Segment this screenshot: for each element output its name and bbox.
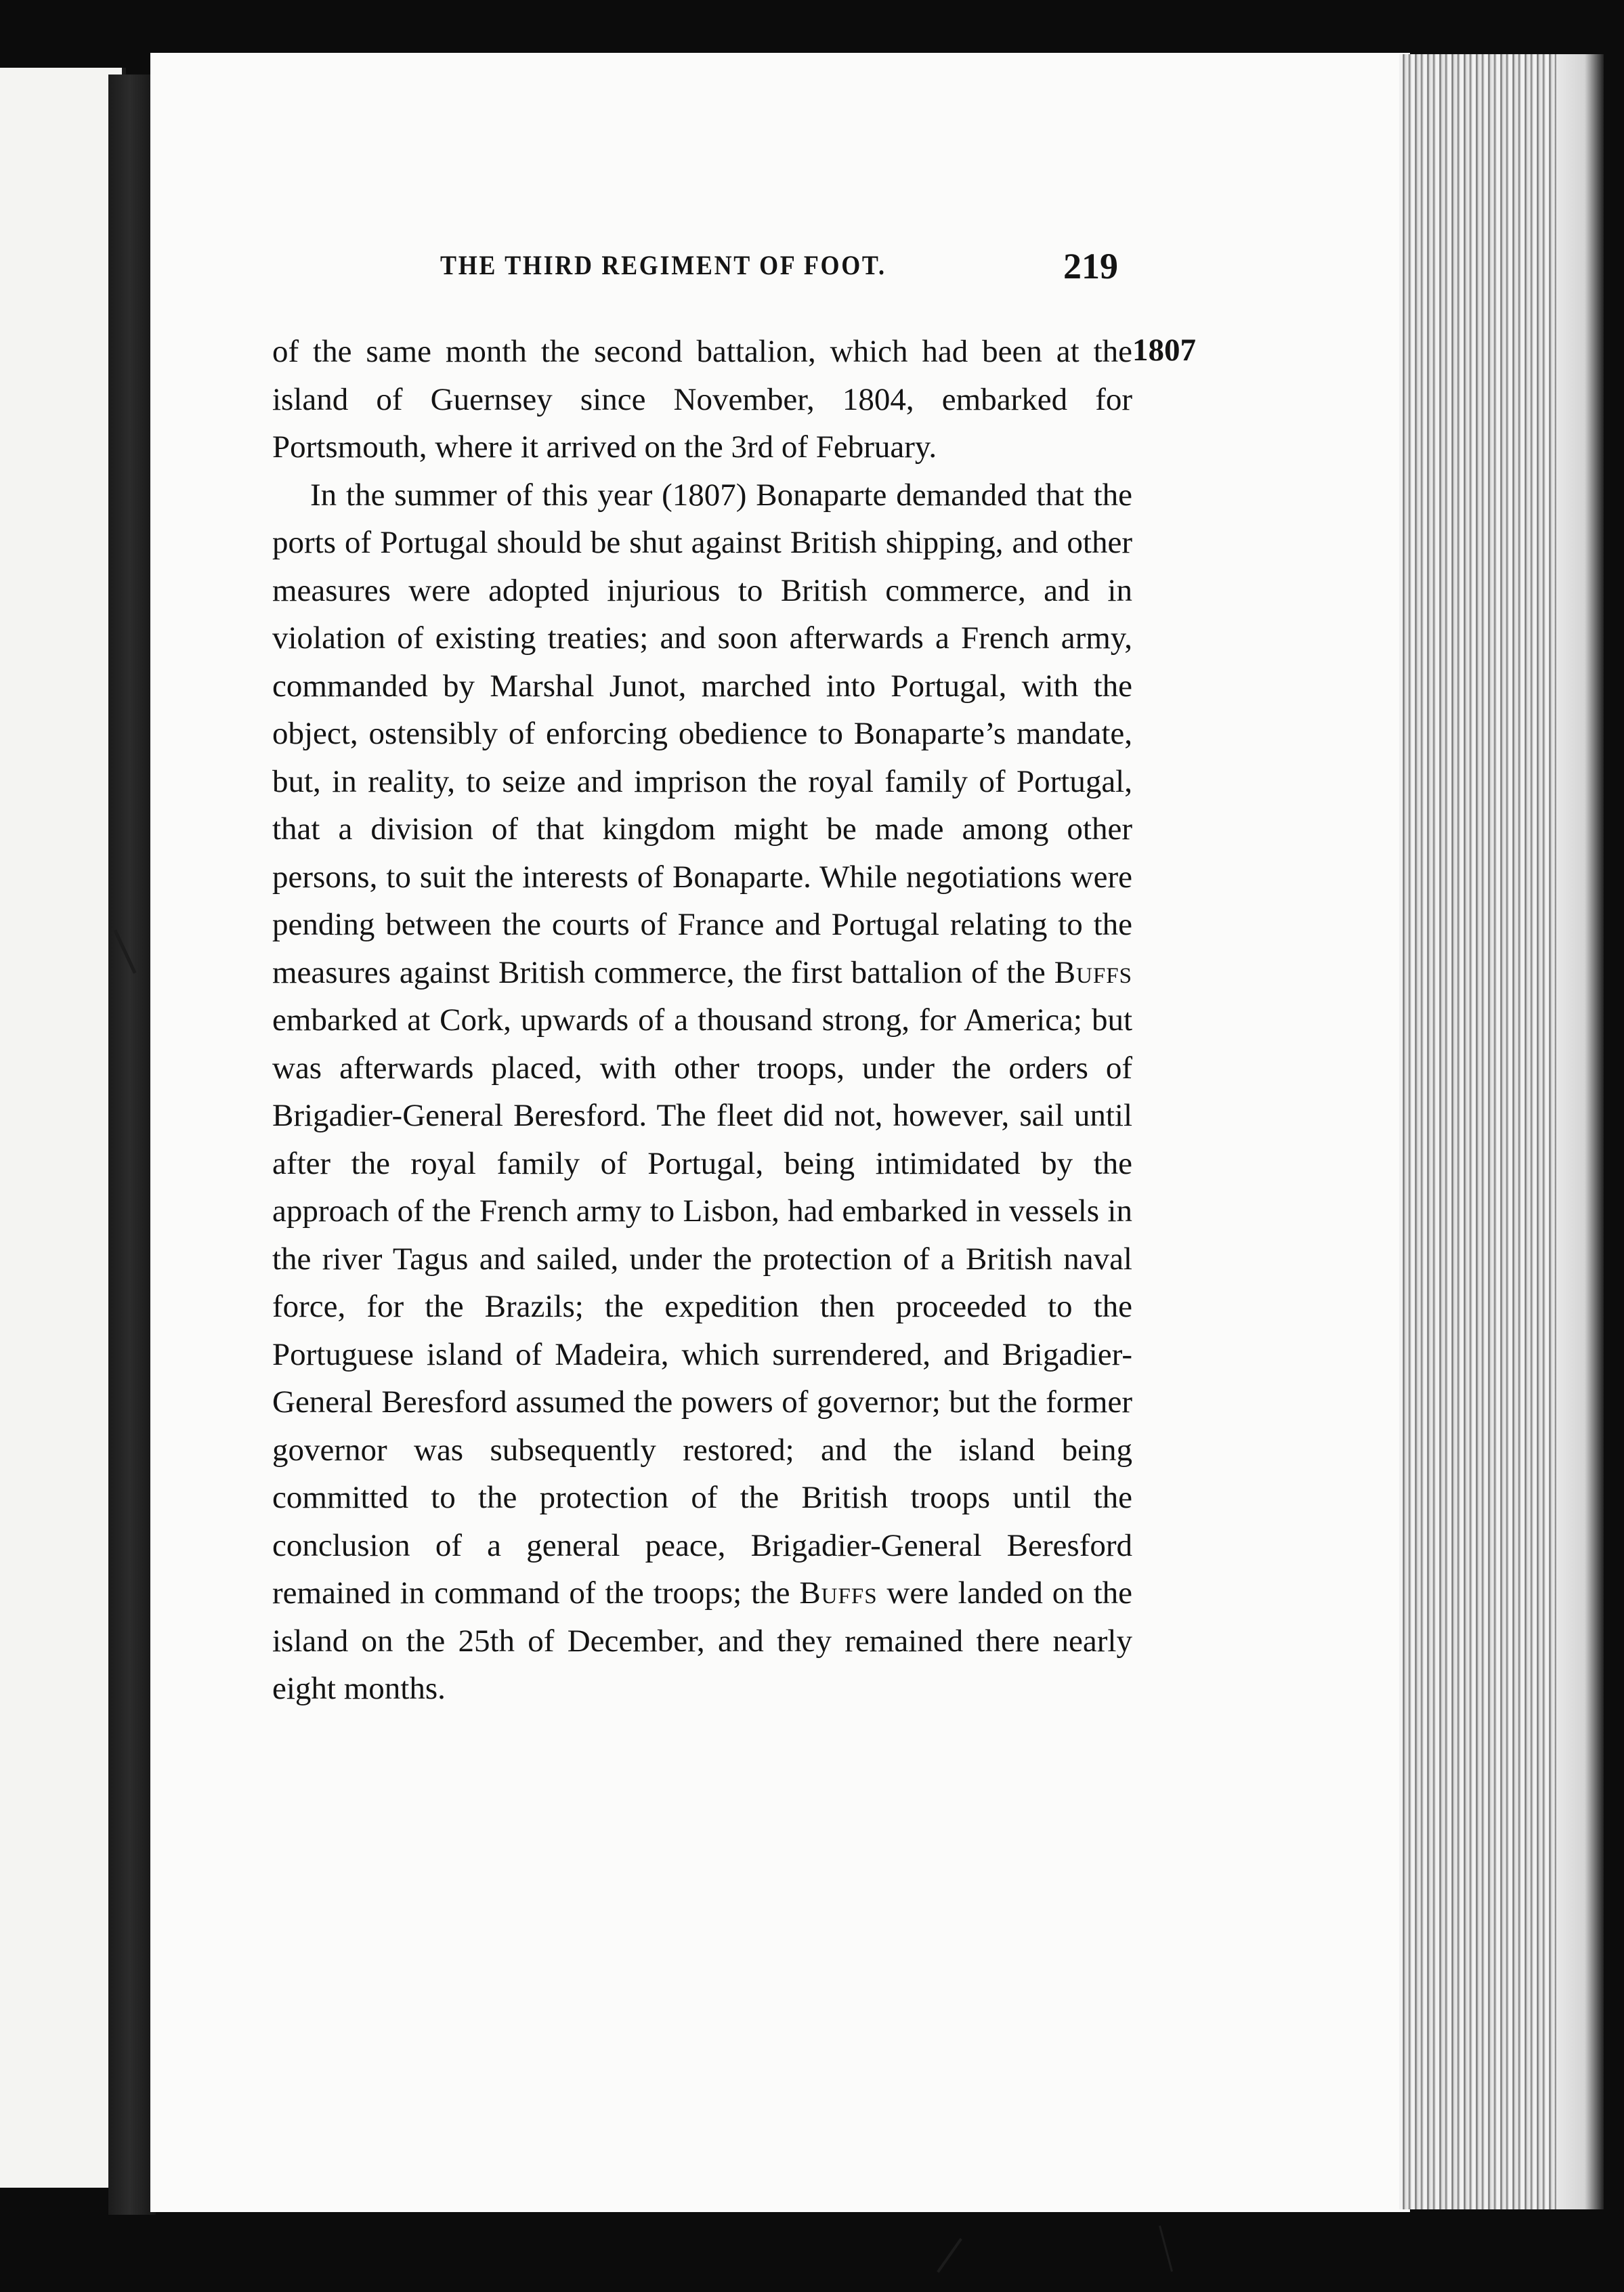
text-segment: were landed on the island on the 25th of December, and they remained there nearly eight months. <box>272 1575 1133 1706</box>
page-edges <box>1399 54 1589 2209</box>
paragraph <box>272 471 1132 1713</box>
running-title: THE THIRD REGIMENT OF FOOT. <box>440 250 886 280</box>
regiment-name: Buffs <box>799 1575 878 1611</box>
facing-page <box>0 68 126 2188</box>
body-text <box>272 328 1132 1713</box>
binding-mark <box>1159 2226 1173 2272</box>
regiment-name: Buffs <box>1054 954 1132 990</box>
paragraph <box>272 328 1132 471</box>
binding-mark <box>937 2238 962 2272</box>
text-segment: In the summer of this year (1807) Bonaparte demanded that the ports of Portugal should be shut against British shipping, and other measures were adopted injurious to British commerce, and in violation of existing treaties; and soon afterwards a French army, commanded by Marshal Junot, marched into Portugal, with the object, ostensibly of enforcing obedience to Bonaparte’s mandate, but, in reality, to seize and imprison the royal family of Portugal, that a division of that kingdom might be made among other persons, to suit the interests of Bonaparte. While negotiations were pending between the courts of France and Portugal relating to the measures against British commerce, the first battalion of the <box>272 477 1132 990</box>
text-segment: of the same month the second battalion, which had been at the island of Guernsey since November, 1804, embarked for Portsmouth, where it arrived on the 3rd of February. <box>272 334 1132 465</box>
text-segment: embarked at Cork, upwards of a thousand strong, for America; but was afterwards placed, with other troops, under the orders of Brigadier-General Beresford. The fleet did not, however, sail until after the royal family of Portugal, being intimidated by the approach of the French army to Lisbon, had embarked in vessels in the river Tagus and sailed, under the protection of a British naval force, for the Brazils; the expedition then proceeded to the Portuguese island of Madeira, which surrendered, and Brigadier-General Beresford assumed the powers of governor; but the former governor was subsequently restored; and the island being committed to the protection of the British troops until the conclusion of a general peace, Brigadier-General Beresford remained in command of the troops; the <box>272 1002 1132 1611</box>
page-number: 219 <box>1063 246 1118 286</box>
book-gutter <box>108 75 156 2215</box>
margin-year: 1807 <box>1132 333 1196 368</box>
running-head <box>420 246 1124 297</box>
